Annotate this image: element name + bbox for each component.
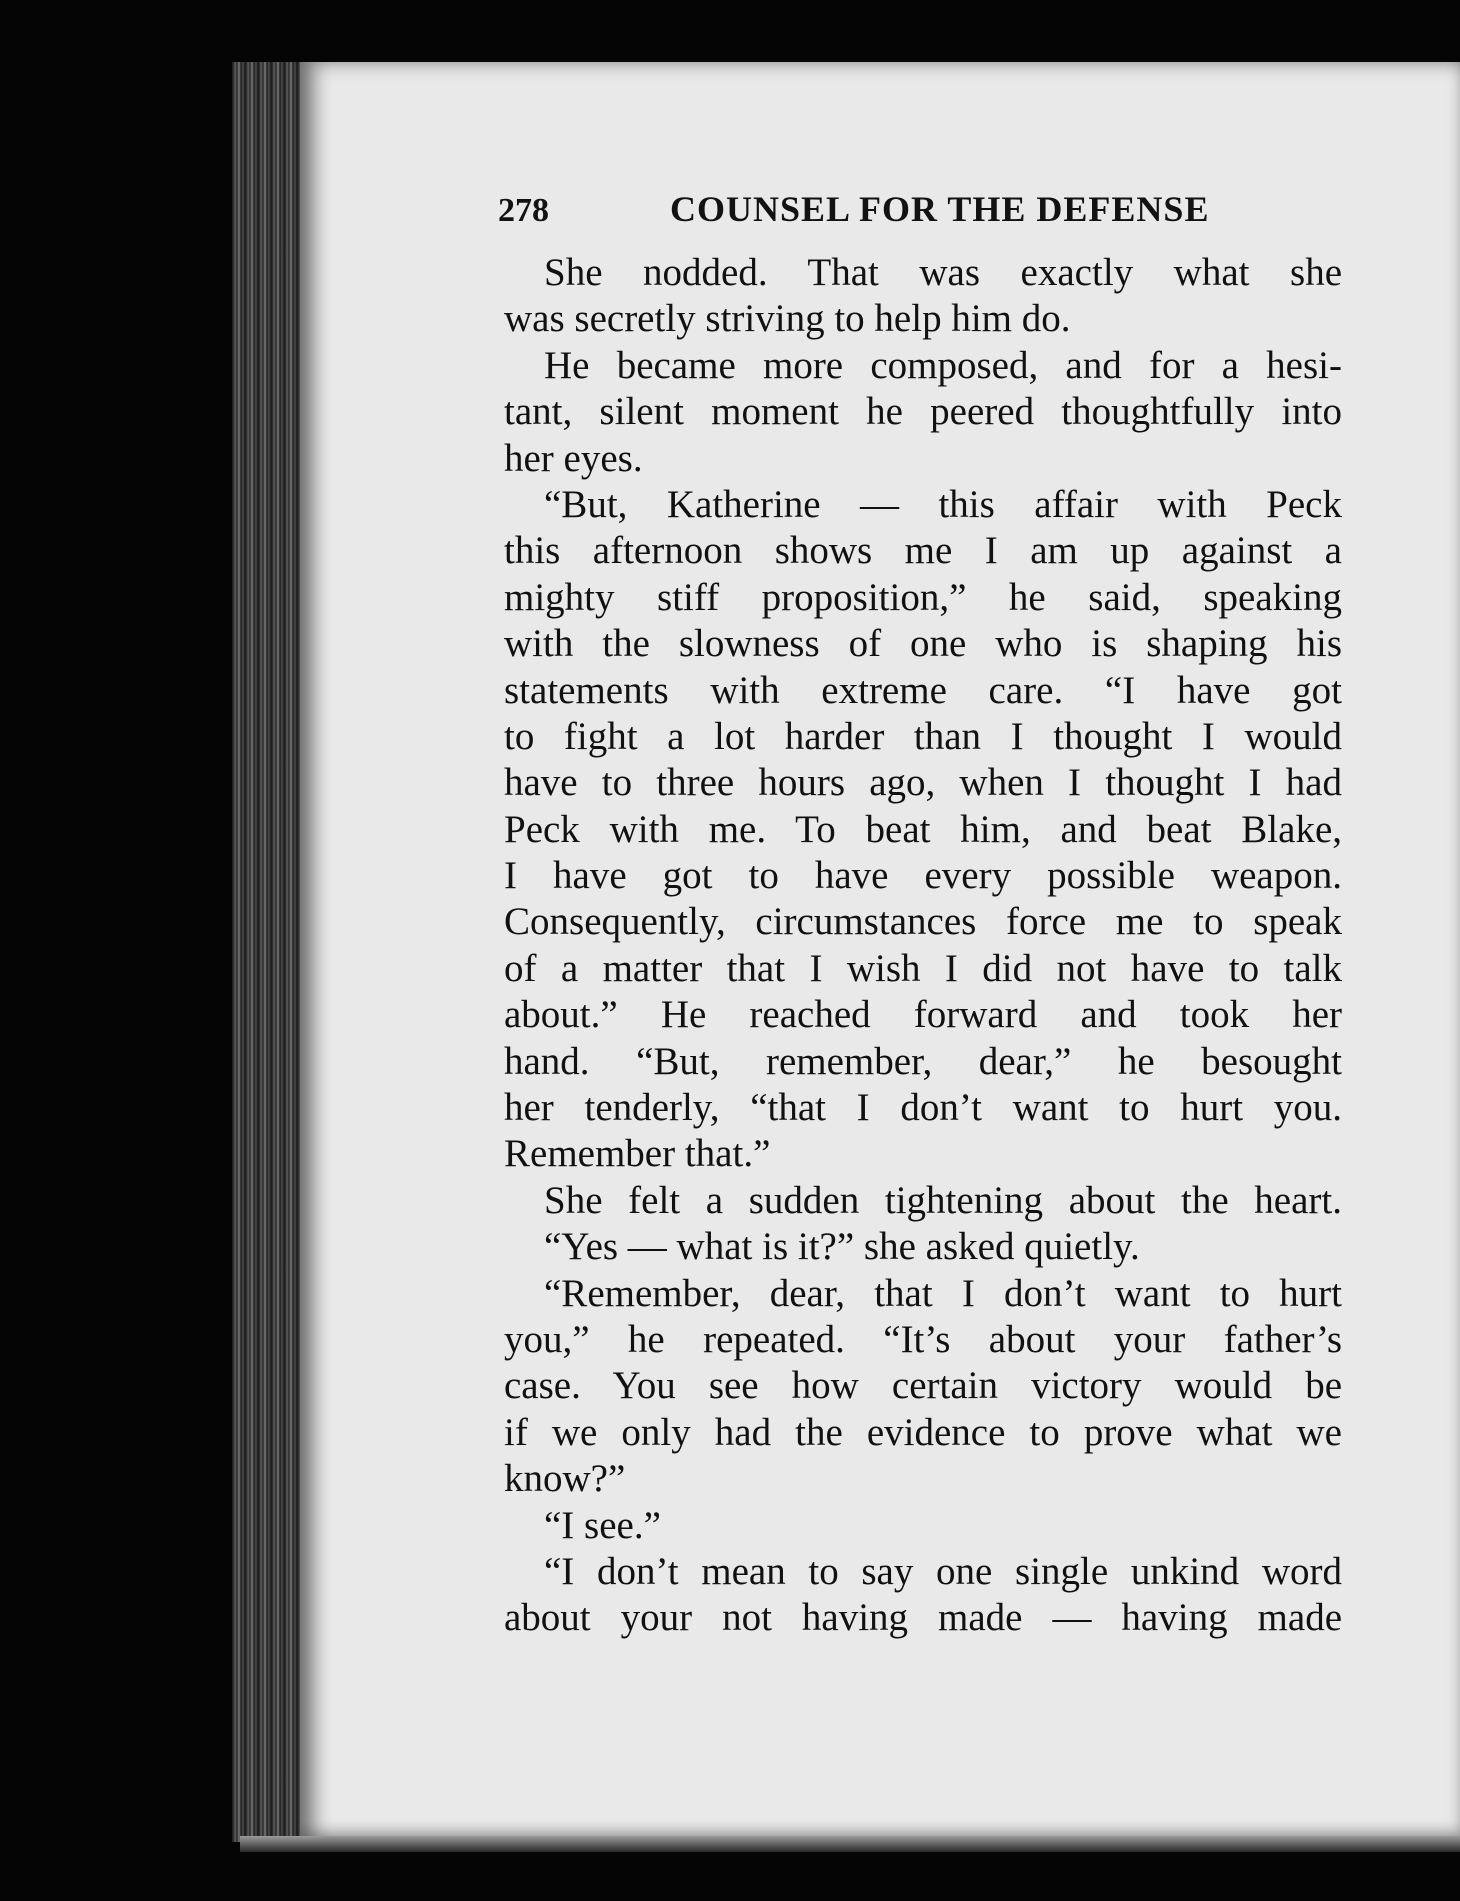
text-line: Peck with me. To beat him, and beat Blake, — [504, 807, 1342, 851]
text-line: if we only had the evidence to prove what we — [504, 1410, 1342, 1454]
text-line: “Remember, dear, that I don’t want to hurt — [544, 1271, 1342, 1315]
text-line: She felt a sudden tightening about the heart. — [544, 1178, 1342, 1222]
text-line: “I see.” — [544, 1503, 661, 1547]
text-line: about.” He reached forward and took her — [504, 993, 1342, 1037]
text-line: He became more composed, and for a hesi- — [544, 343, 1342, 387]
text-line: hand. “But, remember, dear,” he besought — [504, 1039, 1342, 1083]
text-line: I have got to have every possible weapon. — [504, 854, 1342, 898]
text-line: you,” he repeated. “It’s about your father’s — [504, 1317, 1342, 1361]
text-line: mighty stiff proposition,” he said, speaking — [504, 575, 1342, 619]
text-line: know?” — [504, 1457, 626, 1501]
text-line: was secretly striving to help him do. — [504, 297, 1071, 341]
running-head — [498, 188, 1218, 238]
text-line: “Yes — what is it?” she asked quietly. — [544, 1225, 1140, 1269]
page-bottom-edge — [240, 1836, 1460, 1852]
text-line: Consequently, circumstances force me to speak — [504, 900, 1342, 944]
text-line: tant, silent moment he peered thoughtfully into — [504, 390, 1342, 434]
text-line: her tenderly, “that I don’t want to hurt you. — [504, 1086, 1342, 1130]
text-line: have to three hours ago, when I thought I had — [504, 761, 1342, 805]
book-title: COUNSEL FOR THE DEFENSE — [670, 189, 1210, 229]
text-line: “I don’t mean to say one single unkind word — [544, 1549, 1342, 1593]
text-line: to fight a lot harder than I thought I would — [504, 714, 1342, 758]
text-line: about your not having made — having made — [504, 1596, 1342, 1640]
text-line: with the slowness of one who is shaping his — [504, 622, 1342, 666]
page-number: 278 — [498, 192, 549, 229]
text-line: her eyes. — [504, 436, 643, 480]
text-line: statements with extreme care. “I have got — [504, 668, 1342, 712]
body-text — [504, 250, 1342, 1642]
text-line: She nodded. That was exactly what she — [544, 251, 1342, 294]
text-line: this afternoon shows me I am up against a — [504, 529, 1342, 573]
text-line: of a matter that I wish I did not have to talk — [504, 946, 1342, 990]
text-line: case. You see how certain victory would be — [504, 1364, 1342, 1408]
text-line: “But, Katherine — this affair with Peck — [544, 482, 1342, 526]
text-line: Remember that.” — [504, 1132, 771, 1176]
